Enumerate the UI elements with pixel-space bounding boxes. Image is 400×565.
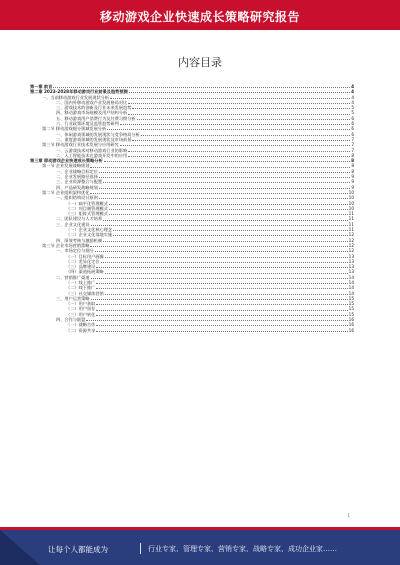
footer-divider xyxy=(140,543,141,554)
toc-entry-title: 四、绩效考核与激励机制 xyxy=(56,237,103,243)
toc-entry-title: 一、当前移动游戏行业发展现状分析 xyxy=(42,94,110,100)
toc-leader-dots xyxy=(103,241,348,242)
toc-entry-title: 第二节 企业组织架构优化 xyxy=(42,189,90,195)
toc-entry-page: 10 xyxy=(348,200,354,206)
toc-entry-title: 第一章 前言 xyxy=(30,84,53,89)
toc-entry-page: 11 xyxy=(348,211,354,217)
footer-banner xyxy=(0,527,400,565)
toc-entry-title: （二）线下推广 xyxy=(66,285,96,291)
toc-entry-title: （三）社交媒体营销 xyxy=(66,290,104,296)
toc-entry-page: 7 xyxy=(351,147,354,153)
toc-leader-dots xyxy=(95,251,348,252)
toc-heading: 内容目录 xyxy=(178,56,222,69)
toc-leader-dots xyxy=(53,87,350,88)
toc-leader-dots xyxy=(99,188,350,189)
toc-leader-dots xyxy=(91,225,348,226)
toc-entry-title: 第三节 移动游戏行业技术发展与应用研究 xyxy=(42,142,119,148)
toc-entry-title: （一）企业文化核心理念 xyxy=(66,227,113,233)
toc-entry-page: 14 xyxy=(348,290,354,296)
toc-entry-page: 4 xyxy=(351,84,354,89)
toc-entry-title: 第三节 企业市场营销策略 xyxy=(42,242,90,248)
toc-leader-dots xyxy=(120,145,351,146)
toc-entry-page: 12 xyxy=(348,232,354,238)
toc-leader-dots xyxy=(107,129,350,130)
toc-leader-dots xyxy=(105,273,348,274)
toc-entry-page: 16 xyxy=(348,322,354,328)
toc-entry-title: 五、移动游戏用户消费行为及付费习惯分析 xyxy=(56,115,136,121)
report-header-bar xyxy=(0,0,400,30)
toc-leader-dots xyxy=(105,294,348,295)
toc-entry-title: 一、云游戏技术对移动游戏行业的影响 xyxy=(56,147,128,153)
toc-entry-page: 8 xyxy=(351,152,354,158)
toc-entry-title: 第二章 2023-2028年移动游戏行业前景及趋势预测 xyxy=(30,89,128,95)
toc-leader-dots xyxy=(109,204,348,205)
toc-entry-page: 9 xyxy=(351,174,354,180)
toc-entry-page: 15 xyxy=(348,306,354,312)
toc-entry-page: 8 xyxy=(351,163,354,169)
toc-leader-dots xyxy=(137,119,351,120)
toc-entry-page: 6 xyxy=(351,131,354,137)
toc-entry-page: 9 xyxy=(351,179,354,185)
toc-leader-dots xyxy=(96,315,347,316)
toc-entry-title: 三、用户运营策略 xyxy=(56,295,90,301)
toc-entry-page: 5 xyxy=(351,110,354,116)
toc-leader-dots xyxy=(99,198,348,199)
toc-entry-page: 16 xyxy=(348,327,354,333)
toc-entry-page: 13 xyxy=(348,264,354,270)
toc-entry-page: 15 xyxy=(348,301,354,307)
toc-leader-dots xyxy=(96,267,347,268)
toc-entry-page: 11 xyxy=(348,227,354,233)
toc-entry-title: （四）渠道拓展策略 xyxy=(66,269,104,275)
toc-entry-title: 二、企业发展路径选择 xyxy=(56,174,98,180)
toc-leader-dots xyxy=(96,310,347,311)
toc-entry-title: （一）扁平化管理模式 xyxy=(66,200,108,206)
toc-entry-title: （二）资源共享 xyxy=(66,327,96,333)
toc-entry-title: 一、组织结构设计原则 xyxy=(56,195,98,201)
toc-entry-page: 14 xyxy=(348,279,354,285)
toc-entry[interactable] xyxy=(30,328,354,333)
toc-entry-page: 10 xyxy=(348,195,354,201)
toc-leader-dots xyxy=(109,209,348,210)
toc-entry-page: 16 xyxy=(348,317,354,323)
toc-entry-title: 二、人工智能技术在游戏开发中的应用 xyxy=(56,152,128,158)
toc-entry-page: 12 xyxy=(348,248,354,254)
toc-leader-dots xyxy=(96,304,347,305)
footer-slogan: 让每个人都能成为 xyxy=(48,545,108,554)
toc-entry-page: 4 xyxy=(351,94,354,100)
toc-entry-page: 10 xyxy=(348,189,354,195)
toc-leader-dots xyxy=(99,177,350,178)
toc-leader-dots xyxy=(104,161,350,162)
toc-leader-dots xyxy=(120,124,351,125)
toc-entry-page: 13 xyxy=(348,253,354,259)
toc-entry-title: 二、营销推广渠道 xyxy=(56,274,90,280)
page-number: 1 xyxy=(347,513,350,518)
toc-entry-page: 7 xyxy=(351,136,354,142)
toc-leader-dots xyxy=(110,98,350,99)
toc-entry-page: 13 xyxy=(348,269,354,275)
toc-entry-page: 11 xyxy=(348,216,354,222)
toc-leader-dots xyxy=(91,299,348,300)
toc-entry-page: 9 xyxy=(351,184,354,190)
toc-entry-title: 三、游戏技术的创新及行业未来发展趋势 xyxy=(56,105,132,111)
report-title: 移动游戏企业快速成长策略研究报告 xyxy=(99,10,300,24)
toc-entry-page: 14 xyxy=(348,285,354,291)
toc-entry-title: 第一节 企业发展战略规划 xyxy=(42,163,90,169)
toc-entry-title: 四、合作与联盟 xyxy=(56,317,86,323)
toc-entry-page: 8 xyxy=(351,168,354,174)
toc-entry-page: 8 xyxy=(351,158,354,164)
toc-entry-title: 四、移动游戏市场规模及用户结构分析 xyxy=(56,110,128,116)
toc-entry-page: 6 xyxy=(351,126,354,132)
toc-entry-page: 11 xyxy=(348,221,354,227)
toc-entry-title: （二）企业文化落地实施 xyxy=(66,232,113,238)
toc-entry-page: 7 xyxy=(351,142,354,148)
toc-entry-title: 三、企业文化建设 xyxy=(56,221,90,227)
toc-entry-title: 第三章 移动游戏企业快速成长策略分析 xyxy=(30,158,103,164)
footer-accent-stripe xyxy=(0,527,400,530)
toc-entry-title: （一）战略合作 xyxy=(66,322,96,328)
toc-entry-title: 三、企业资源整合与配置 xyxy=(56,179,103,185)
toc-entry-title: 第二节 移动游戏细分领域发展分析 xyxy=(42,126,107,132)
toc-leader-dots xyxy=(96,288,347,289)
toc-leader-dots xyxy=(91,278,348,279)
toc-leader-dots xyxy=(141,135,351,136)
toc-entry-title: （三）品牌建设 xyxy=(66,264,96,270)
toc-leader-dots xyxy=(96,325,347,326)
toc-leader-dots xyxy=(129,92,350,93)
toc-leader-dots xyxy=(90,167,350,168)
toc-leader-dots xyxy=(90,246,347,247)
toc-entry-page: 12 xyxy=(348,242,354,248)
toc-entry-page: 4 xyxy=(351,99,354,105)
toc-leader-dots xyxy=(128,151,350,152)
toc-leader-dots xyxy=(90,193,347,194)
toc-leader-dots xyxy=(128,156,350,157)
toc-entry-title: （二）用户留存 xyxy=(66,306,96,312)
toc-entry-page: 12 xyxy=(348,237,354,243)
toc-leader-dots xyxy=(103,220,348,221)
toc-entry-title: （三）矩阵式管理模式 xyxy=(66,211,108,217)
toc-entry-title: 一、市场定位与细分 xyxy=(56,248,94,254)
toc-entry-page: 14 xyxy=(348,274,354,280)
toc-leader-dots xyxy=(113,230,348,231)
toc-entry-title: 一、企业战略目标定位 xyxy=(56,168,98,174)
toc-entry-title: 四、产品研发战略规划 xyxy=(56,184,98,190)
toc-leader-dots xyxy=(96,331,347,332)
toc-leader-dots xyxy=(109,214,348,215)
toc-entry-page: 6 xyxy=(351,115,354,121)
toc-entry-title: 一、休闲游戏领域的发展现状与竞争格局分析 xyxy=(56,131,140,137)
toc-entry-page: 10 xyxy=(348,205,354,211)
toc-entry-page: 4 xyxy=(351,89,354,95)
toc-leader-dots xyxy=(132,108,350,109)
toc-entry-title: 二、团队建设与人才培养 xyxy=(56,216,103,222)
toc-entry-page: 15 xyxy=(348,295,354,301)
footer-roles: 行业专家、管理专家、营销专家、战略专家、成功企业家…… xyxy=(148,545,337,553)
toc-entry-page: 13 xyxy=(348,258,354,264)
toc-entry-title: （一）线上推广 xyxy=(66,279,96,285)
toc-entry-title: （三）用户转化 xyxy=(66,311,96,317)
toc-leader-dots xyxy=(86,320,347,321)
toc-entry-page: 6 xyxy=(351,121,354,127)
toc-entry-title: （一）目标用户画像 xyxy=(66,253,104,259)
toc-leader-dots xyxy=(128,103,350,104)
table-of-contents xyxy=(30,84,354,333)
toc-entry-page: 5 xyxy=(351,105,354,111)
toc-entry-page: 15 xyxy=(348,311,354,317)
toc-entry-title: （二）项目制管理模式 xyxy=(66,205,108,211)
toc-entry-title: 二、重度游戏领域的发展现状及市场前景 xyxy=(56,136,132,142)
toc-entry-title: （一）用户获取 xyxy=(66,301,96,307)
toc-entry-title: 六、行业政策环境及监管趋势研判 xyxy=(56,121,119,127)
toc-leader-dots xyxy=(103,182,350,183)
toc-leader-dots xyxy=(101,262,348,263)
toc-leader-dots xyxy=(128,114,350,115)
toc-entry-title: 二、国内外移动游戏产业发展格局对比 xyxy=(56,99,128,105)
toc-entry-title: （二）差异化定位 xyxy=(66,258,100,264)
toc-leader-dots xyxy=(105,257,348,258)
toc-leader-dots xyxy=(96,283,347,284)
footer-corner-decoration xyxy=(0,530,40,565)
toc-leader-dots xyxy=(132,140,350,141)
toc-leader-dots xyxy=(113,235,348,236)
toc-leader-dots xyxy=(99,172,350,173)
